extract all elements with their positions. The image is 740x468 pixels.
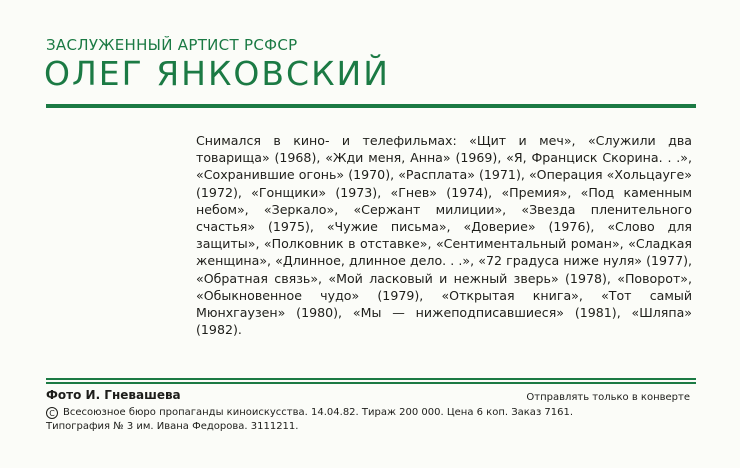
header-divider [46, 104, 696, 108]
imprint-text-1: Всесоюзное бюро пропаганды киноискусства. 14.04.82. Тираж 200 000. Цена 6 коп. Заказ 7161. [63, 407, 574, 418]
filmography-text: Снимался в кино- и телефильмах: «Щит и меч», «Служили два товарища» (1968), «Жди меня, Анна» (1969), «Я, Франциск Скорина. . .», «Сохранившие огонь» (1970), «Расплата» (1971), «Операция «Хольцауге» (1972), «Гонщики» (1973), «Гнев» (1974), «Премия», «Под каменным небом», «Зеркало», «Сержант милиции», «Звезда пленительного счастья» (1975), «Чужие письма», «Доверие» (1976), «Слово для защиты», «Полковник в отставке», «Сентиментальный роман», «Сладкая женщина», «Длинное, длинное дело. . .», «72 градуса ниже нуля» (1977), «Обратная связь», «Мой ласковый и нежный зверь» (1978), «Поворот», «Обыкновенное чудо» (1979), «Открытая книга», «Тот самый Мюнхгаузен» (1980), «Мы — нижеподписавшиеся» (1981), «Шляпа» (1982). [196, 133, 692, 338]
imprint-line-1 [46, 406, 573, 420]
copyright-icon: C [46, 407, 58, 419]
actor-name: ОЛЕГ ЯНКОВСКИЙ [44, 54, 390, 93]
footer-divider-top [46, 378, 696, 380]
mailing-note: Отправлять только в конверте [526, 392, 690, 403]
footer-divider-bottom [46, 382, 696, 384]
imprint-line-2: Типография № 3 им. Ивана Федорова. 3111211. [46, 421, 299, 432]
honorary-title: ЗАСЛУЖЕННЫЙ АРТИСТ РСФСР [46, 36, 298, 54]
photo-credit: Фото И. Гневашева [46, 388, 181, 402]
